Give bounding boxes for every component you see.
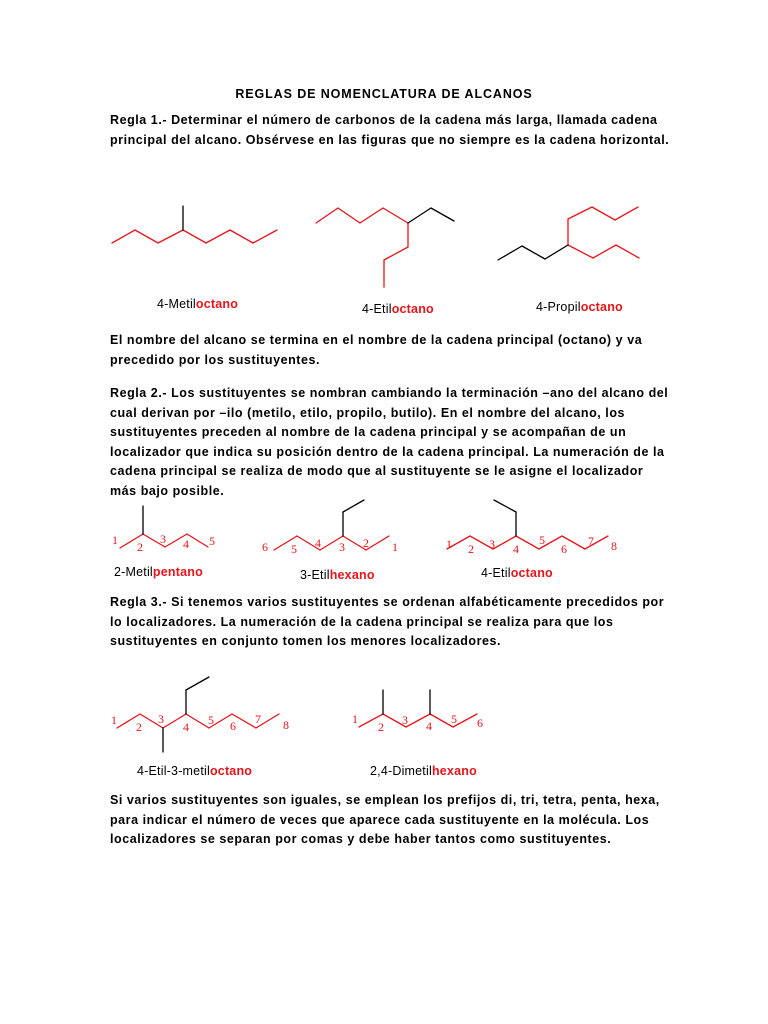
locant: 1 — [352, 712, 358, 726]
locant: 8 — [283, 718, 289, 732]
locant: 3 — [339, 540, 345, 554]
locant: 6 — [230, 719, 236, 733]
locant: 5 — [209, 534, 215, 548]
locant: 6 — [561, 542, 567, 556]
locant: 1 — [446, 537, 452, 551]
locant: 8 — [611, 539, 617, 553]
locant: 1 — [111, 713, 117, 727]
locant: 3 — [158, 712, 164, 726]
label-4-etiloctano-numerado: 4-Etiloctano — [481, 566, 553, 580]
locant: 4 — [426, 719, 432, 733]
page-title: REGLAS DE NOMENCLATURA DE ALCANOS — [235, 87, 533, 101]
locant: 2 — [136, 720, 142, 734]
locant: 5 — [539, 533, 545, 547]
locant: 3 — [160, 532, 166, 546]
locant: 3 — [489, 537, 495, 551]
regla-3-text: Regla 3.- Si tenemos varios sustituyentes se ordenan alfabéticamente precedidos por lo localizadores. La numeración de la cadena principal se realiza para que los sustituyentes en conjunto tomen los menores localizadores. — [110, 595, 665, 649]
locant: 4 — [513, 542, 519, 556]
label-4-metiloctano: 4-Metiloctano — [157, 297, 239, 311]
sustituyentes-iguales-text: Si varios sustituyentes son iguales, se emplean los prefijos di, tri, tetra, penta, hexa, para indicar el número de veces que aparece cada sustituyente en la molécula. Los localizadores se separan por comas y debe haber tantos como sustituyentes. — [110, 793, 660, 847]
label-4-propiloctano: 4-Propiloctano — [536, 300, 623, 314]
label-3-etilhexano: 3-Etilhexano — [300, 568, 375, 582]
nombre-alcano-text: El nombre del alcano se termina en el nombre de la cadena principal (octano) y va precedido por los sustituyentes. — [110, 333, 643, 367]
locant: 2 — [378, 720, 384, 734]
locant: 7 — [255, 712, 261, 726]
locant: 4 — [183, 720, 189, 734]
locant: 4 — [183, 537, 189, 551]
locant: 5 — [291, 542, 297, 556]
regla-1-text: Regla 1.- Determinar el número de carbonos de la cadena más larga, llamada cadena principal del alcano. Obsérvese en las figuras que no siempre es la cadena horizontal. — [110, 113, 670, 147]
label-2-4-dimetilhexano: 2,4-Dimetilhexano — [370, 764, 477, 778]
locant: 4 — [315, 536, 321, 550]
locant: 1 — [392, 540, 398, 554]
locant: 5 — [451, 712, 457, 726]
locant: 1 — [112, 533, 118, 547]
label-4-etiloctano: 4-Etiloctano — [362, 302, 434, 316]
locant: 3 — [402, 713, 408, 727]
regla-2-text: Regla 2.- Los sustituyentes se nombran cambiando la terminación –ano del alcano del cual derivan por –ilo (metilo, etilo, propilo, butilo). En el nombre del alcano, los sustituyentes preceden al nombre de la cadena principal y se acompañan de un localizador que indica su posición dentro de la cadena principal. La numeración de la cadena principal se realiza de modo que al sustituyente se le asigne el localizador más bajo posible. — [110, 386, 669, 498]
locant: 7 — [588, 534, 594, 548]
locant: 6 — [262, 540, 268, 554]
locant: 2 — [363, 536, 369, 550]
locant: 2 — [137, 540, 143, 554]
label-2-metilpentano: 2-Metilpentano — [114, 565, 203, 579]
locant: 5 — [208, 713, 214, 727]
locant: 2 — [468, 542, 474, 556]
locant: 6 — [477, 716, 483, 730]
label-4-etil-3-metiloctano: 4-Etil-3-metiloctano — [137, 764, 253, 778]
